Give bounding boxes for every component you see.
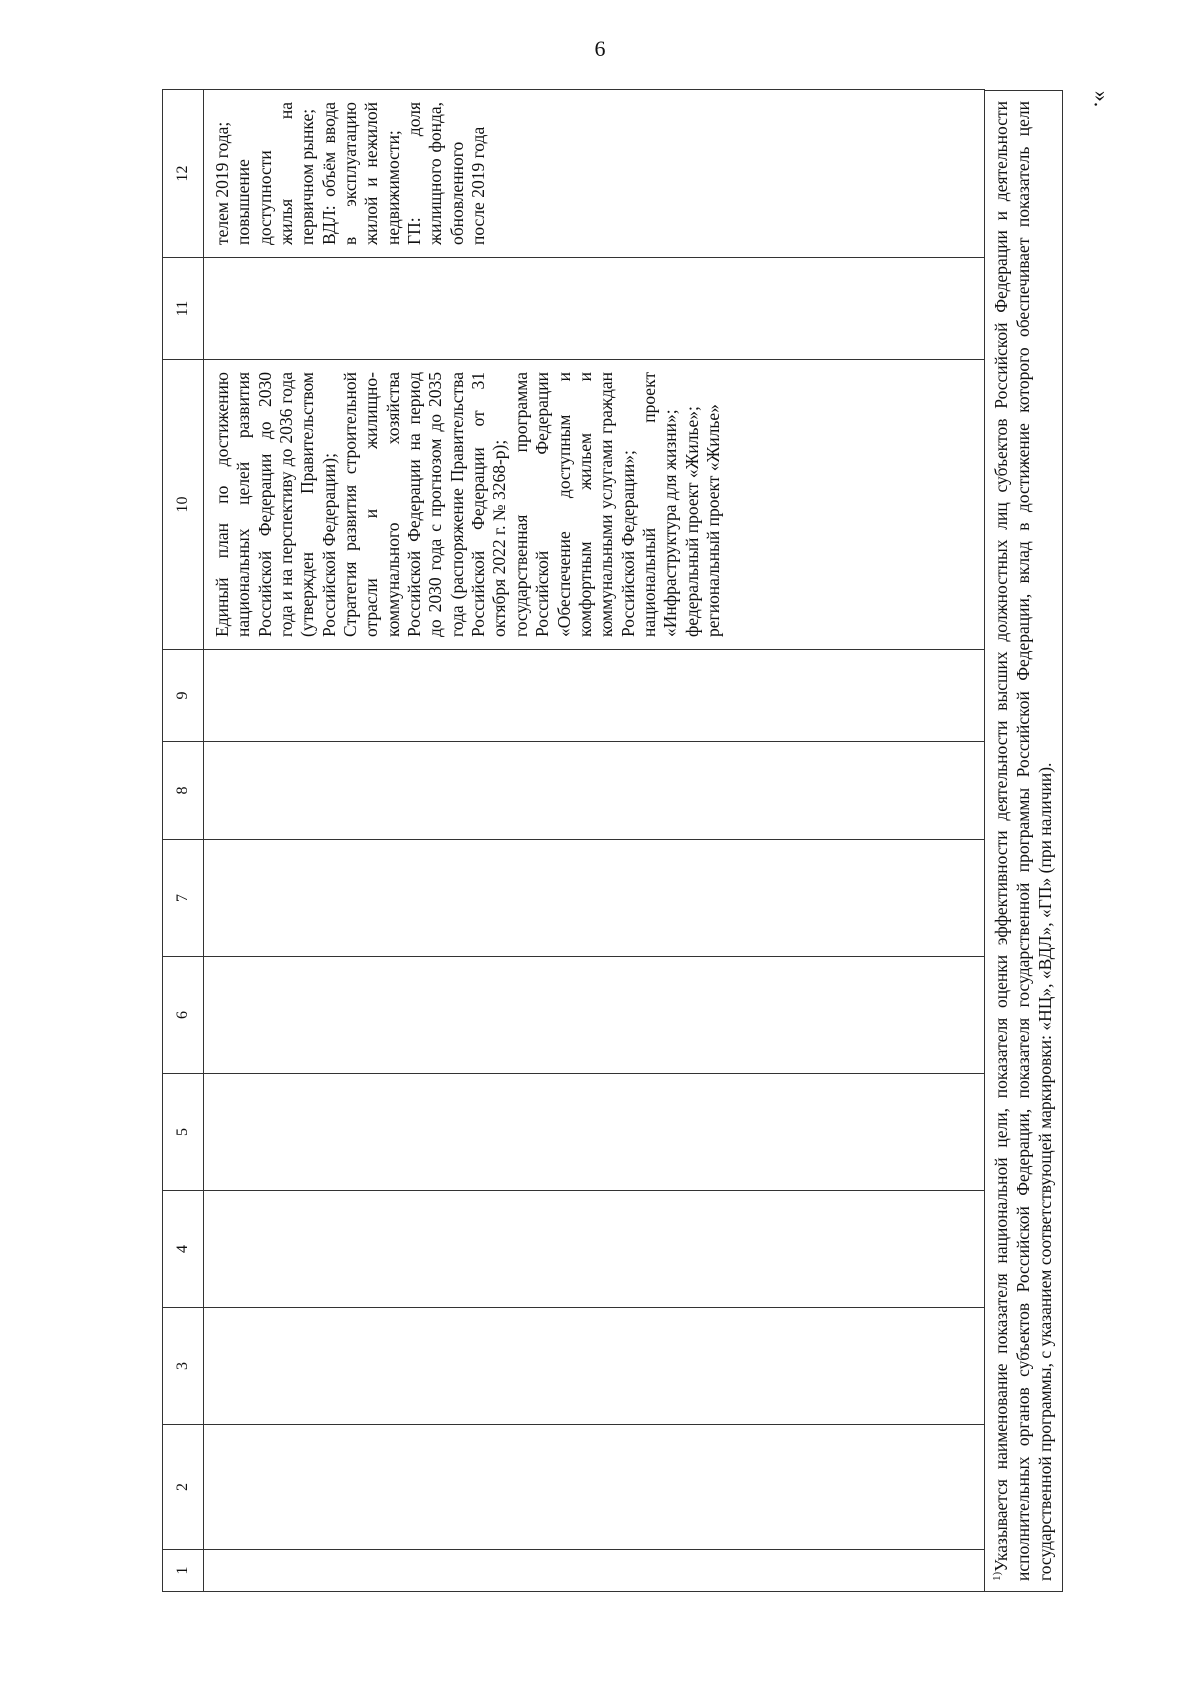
- col-header-1: 1: [163, 1550, 204, 1592]
- cell-col-9: [204, 650, 985, 742]
- doc-line-construction-strategy: Стратегия развития строительной отрасли и жилищно-коммунального хозяйства Российской Федерации на период до 2030 года с прогнозом до 2035 года (распоряжение Правительства Российской Федерации от 31 октября 2022 г. № 3268-р);: [340, 372, 510, 637]
- cell-col-4: [204, 1191, 985, 1308]
- footnote: [985, 90, 1063, 1592]
- table-row: [204, 90, 985, 1592]
- indicator-line-1: телем 2019 года;: [212, 121, 232, 245]
- cell-col-8: [204, 742, 985, 840]
- indicator-line-2: повышение доступности жилья на первичном рынке;: [233, 102, 318, 245]
- col-header-7: 7: [163, 840, 204, 957]
- footnote-text: Указывается наименование показателя национальной цели, показателя оценки эффективности деятельности высших должностных лиц субъектов Российской Федерации и деятельности исполнительных органов субъектов Российской Федерации, показателя государственной программы Российской Федерации, вклад в достижение которого обеспечивает показатель цели государственной программы, с указанием соответствующей маркировки: «НЦ», «ВДЛ», «ГП» (при наличии).: [991, 101, 1055, 1581]
- cell-col-1: [204, 1550, 985, 1592]
- col-header-2: 2: [163, 1425, 204, 1550]
- col-header-8: 8: [163, 742, 204, 840]
- doc-line-national-project: национальный проект «Инфраструктура для жизни»;: [638, 372, 681, 637]
- closing-quote-mark: ».: [1089, 90, 1115, 108]
- cell-col-10: [204, 360, 985, 650]
- footnote-marker: 1): [991, 1571, 1004, 1581]
- rotated-table-block: [162, 90, 1092, 1592]
- page-number: 6: [594, 36, 606, 61]
- col-header-12: 12: [163, 90, 204, 258]
- doc-line-federal-project: федеральный проект «Жилье»;: [681, 406, 702, 637]
- cell-col-3: [204, 1308, 985, 1425]
- cell-col-11: [204, 258, 985, 360]
- cell-col-2: [204, 1425, 985, 1550]
- col-header-11: 11: [163, 258, 204, 360]
- indicator-line-vdl: ВДЛ: объём ввода в эксплуатацию жилой и нежилой недвижимости;: [318, 102, 403, 245]
- cell-col-6: [204, 957, 985, 1074]
- cell-col-7: [204, 840, 985, 957]
- header-row: [163, 90, 204, 1592]
- col-header-3: 3: [163, 1308, 204, 1425]
- doc-line-state-program: государственная программа Российской Федерации «Обеспечение доступным и комфортным жильем и коммунальными услугами граждан Российской Федерации»;: [510, 372, 638, 637]
- cell-col-12: [204, 90, 985, 258]
- col-header-9: 9: [163, 650, 204, 742]
- indicators-list: [204, 90, 497, 257]
- col-header-6: 6: [163, 957, 204, 1074]
- doc-line-unified-plan: Единый план по достижению национальных целей развития Российской Федерации до 2030 года и на перспективу до 2036 года (утвержден Правительством Российской Федерации);: [212, 372, 339, 637]
- col-header-10: 10: [163, 360, 204, 650]
- col-header-4: 4: [163, 1191, 204, 1308]
- doc-line-regional-project: региональный проект «Жилье»: [702, 404, 723, 637]
- strategic-documents-list: [204, 360, 732, 649]
- indicator-line-gp: ГП: доля жилищного фонда, обновленного после 2019 года: [404, 102, 489, 245]
- cell-col-5: [204, 1074, 985, 1191]
- indicator-table: [162, 89, 985, 1592]
- col-header-5: 5: [163, 1074, 204, 1191]
